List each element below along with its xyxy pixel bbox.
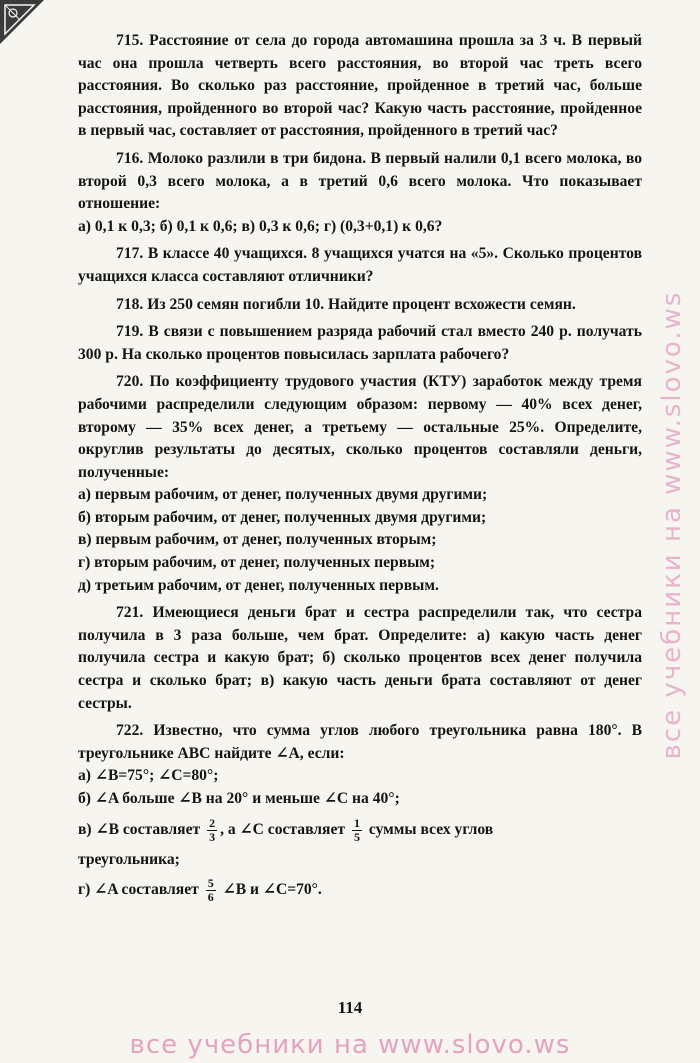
problem-722-part-b: б) ∠A больше ∠B на 20° и меньше ∠C на 40°;	[78, 790, 400, 807]
watermark-side: все учебники на www.slovo.ws	[657, 290, 687, 760]
problem-719	[78, 321, 642, 366]
problem-720-item-v: в) первым рабочим, от денег, полученных вторым;	[78, 531, 437, 549]
problem-720	[78, 371, 642, 484]
problem-number: 719.	[116, 323, 144, 341]
part-v-text: , а ∠C составляет	[220, 820, 346, 838]
problem-text: Молоко разлили в три бидона. В первый налили 0,1 всего молока, во второй 0,3 всего молока, а в третий 0,6 всего молока. Что показывает отношение:	[78, 149, 642, 213]
denominator: 3	[209, 829, 216, 844]
problem-text: Расстояние от села до города автомашина прошла за 3 ч. В первый час она прошла четверть всего расстояния, во второй час треть всего расстояния. Во сколько раз расстояние, пройденное в третий час, больше расстояния, пройденного во второй час? Какую часть расстояние, пройденное в первый час, составляет от расстояния, пройденного в третий час?	[78, 32, 643, 140]
problem-720-item-b: б) вторым рабочим, от денег, полученных двумя другими;	[78, 508, 487, 526]
fraction-five-sixths	[206, 877, 216, 904]
fraction-one-fifth	[352, 817, 362, 844]
problem-715	[78, 30, 642, 143]
problem-number: 716.	[116, 149, 144, 167]
problem-number: 722.	[116, 722, 144, 740]
textbook-page	[78, 30, 642, 909]
problem-722	[78, 720, 642, 765]
numerator: 5	[207, 876, 214, 891]
problem-717	[78, 243, 642, 288]
problem-720-item-a: а) первым рабочим, от денег, полученных двумя другими;	[78, 486, 488, 504]
problem-722-part-g	[78, 871, 642, 909]
problem-number: 720.	[116, 373, 144, 391]
problem-722-part-v-cont: треугольника;	[78, 850, 180, 868]
problem-text: Известно, что сумма углов любого треугольника равна 180°. В треугольнике ABC найдите ∠A, если:	[78, 722, 642, 762]
problem-text: Из 250 семян погибли 10. Найдите процент всхожести семян.	[147, 295, 576, 313]
problem-text: По коэффициенту трудового участия (КТУ) заработок между тремя рабочими распределили следующим образом: первому — 40% всех денег, второму — 35% всех денег, а третьему — остальные 25%. Определите, округлив результаты до десятых, сколько процентов составляли деньги, полученные:	[78, 373, 642, 481]
problem-text: В классе 40 учащихся. 8 учащихся учатся на «5». Сколько процентов учащихся класса составляют отличники?	[78, 245, 642, 285]
page-number: 114	[337, 998, 363, 1017]
part-v-text: в) ∠B составляет	[78, 820, 201, 838]
problem-720-item-g: г) вторым рабочим, от денег, полученных первым;	[78, 554, 436, 572]
problem-number: 721.	[116, 604, 144, 622]
numerator: 1	[353, 815, 360, 830]
watermark-bottom: все учебники на www.slovo.ws	[129, 1030, 571, 1060]
problem-718	[78, 294, 642, 317]
part-v-text: суммы всех углов	[368, 820, 494, 838]
problem-716	[78, 148, 642, 216]
part-g-text: ∠B и ∠C=70°.	[222, 881, 322, 899]
denominator: 6	[207, 890, 214, 905]
problem-721	[78, 602, 642, 715]
problem-number: 718.	[116, 295, 144, 313]
fraction-two-thirds	[207, 817, 217, 844]
numerator: 2	[209, 815, 216, 830]
denominator: 5	[353, 829, 360, 844]
problem-720-item-d: д) третьим рабочим, от денег, полученных первым.	[78, 576, 439, 594]
problem-number: 717.	[116, 245, 144, 263]
part-g-text: г) ∠A составляет	[78, 881, 199, 899]
problem-722-part-a: а) ∠B=75°; ∠C=80°;	[78, 767, 219, 785]
problem-716-options: а) 0,1 к 0,3; б) 0,1 к 0,6; в) 0,3 к 0,6; г) (0,3+0,1) к 0,6?	[78, 217, 443, 235]
problem-number: 715.	[116, 32, 144, 49]
problem-text: Имеющиеся деньги брат и сестра распределили так, что сестра получила в 3 раза больше, чем брат. Определите: а) какую часть денег получила сестра и какую брат; б) сколько процентов всех денег получила сестра и сколько брат; в) какую часть деньги брата составляют от денег сестры.	[78, 604, 642, 712]
problem-722-part-v	[78, 811, 642, 849]
problem-text: В связи с повышением разряда рабочий стал вместо 240 р. получать 300 р. На сколько процентов повысилась зарплата рабочего?	[78, 323, 642, 363]
corner-ornament-icon	[0, 0, 44, 44]
